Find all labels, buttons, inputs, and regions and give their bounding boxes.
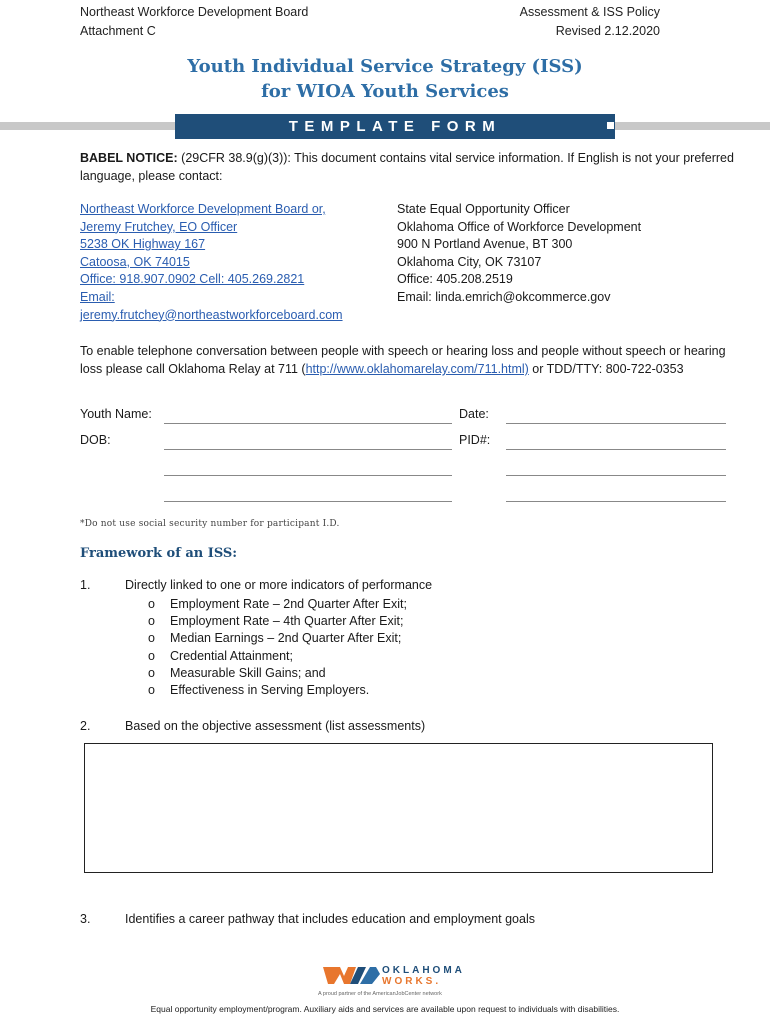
- dob-label: DOB:: [80, 433, 111, 447]
- ssn-note: *Do not use social security number for participant I.D.: [80, 519, 340, 529]
- header-policy: Assessment & ISS Policy: [519, 5, 660, 19]
- contact-left-line[interactable]: Office: 918.907.0902 Cell: 405.269.2821: [80, 272, 305, 287]
- pid-label: PID#:: [459, 433, 491, 447]
- list-item: [148, 630, 407, 647]
- babel-text: (29CFR 38.9(g)(3)): This document contains vital service information. If English is not your preferred language, please contact:: [80, 151, 734, 183]
- contact-left-line[interactable]: Jeremy Frutchey, EO Officer: [80, 219, 238, 234]
- contact-left-line[interactable]: Email:: [80, 289, 115, 304]
- youth-name-label: Youth Name:: [80, 407, 152, 421]
- bullet: o: [148, 683, 155, 698]
- contact-right: [397, 201, 641, 307]
- header-right: [520, 3, 660, 41]
- contact-left: [80, 201, 343, 324]
- bullet: o: [148, 597, 155, 611]
- pid-field[interactable]: [506, 449, 726, 450]
- contact-right-line: Oklahoma Office of Workforce Development: [397, 219, 642, 234]
- list-item: [148, 648, 407, 665]
- list-item: [148, 682, 407, 699]
- bullet: o: [148, 631, 155, 646]
- date-field[interactable]: [506, 423, 726, 424]
- header-left: [80, 3, 308, 41]
- list-item-text: Credential Attainment;: [170, 648, 293, 663]
- list-item-text: Employment Rate – 4th Quarter After Exit;: [170, 614, 404, 629]
- item-number: 1.: [80, 578, 91, 592]
- list-item-text: Employment Rate – 2nd Quarter After Exit;: [170, 597, 407, 611]
- contact-right-line: Oklahoma City, OK 73107: [397, 254, 542, 269]
- list-item: [148, 596, 407, 613]
- header-attachment: Attachment C: [80, 24, 156, 38]
- framework-heading: Framework of an ISS:: [80, 546, 238, 561]
- blank-field[interactable]: [164, 475, 452, 476]
- contact-left-line[interactable]: 5238 OK Highway 167: [80, 237, 206, 252]
- contact-right-line: Office: 405.208.2519: [397, 272, 513, 287]
- page-subtitle: for WIOA Youth Services: [261, 81, 509, 102]
- indicator-list: [148, 596, 407, 699]
- contact-left-line[interactable]: Northeast Workforce Development Board or,: [80, 202, 326, 216]
- list-item: [148, 613, 407, 630]
- assessments-textbox[interactable]: [84, 743, 713, 873]
- relay-link[interactable]: http://www.oklahomarelay.com/711.html): [305, 362, 529, 376]
- list-item: [148, 665, 407, 682]
- item-number: 3.: [80, 912, 91, 926]
- logo-wordmark: [382, 965, 465, 987]
- bullet: o: [148, 648, 155, 663]
- page-title: Youth Individual Service Strategy (ISS): [187, 56, 583, 77]
- header-org: Northeast Workforce Development Board: [80, 5, 309, 19]
- list-item-text: Measurable Skill Gains; and: [170, 665, 326, 680]
- bullet: o: [148, 665, 155, 680]
- date-label: Date:: [459, 407, 489, 421]
- contact-right-line: Email: linda.emrich@okcommerce.gov: [397, 289, 611, 304]
- relay-notice: [80, 342, 745, 378]
- header-revised: Revised 2.12.2020: [555, 24, 660, 38]
- logo-tagline: A proud partner of the AmericanJobCenter network: [318, 991, 442, 997]
- contact-right-line: 900 N Portland Avenue, BT 300: [397, 237, 573, 252]
- logo-line1: OKLAHOMA: [382, 965, 465, 976]
- item-text: Directly linked to one or more indicators of performance: [125, 578, 433, 592]
- babel-notice: [80, 149, 745, 185]
- list-item-text: Median Earnings – 2nd Quarter After Exit;: [170, 631, 402, 646]
- contact-left-email-link[interactable]: jeremy.frutchey@northeastworkforceboard.com: [80, 307, 343, 322]
- contact-left-line[interactable]: Catoosa, OK 74015: [80, 254, 190, 269]
- banner-square-icon: [607, 122, 614, 129]
- item-number: 2.: [80, 719, 91, 733]
- footer-notice: Equal opportunity employment/program. Auxiliary aids and services are available upon request to individuals with disabilities.: [150, 1004, 620, 1014]
- item-text: Based on the objective assessment (list assessments): [125, 719, 426, 733]
- template-form-banner: TEMPLATE FORM: [175, 114, 615, 139]
- youth-name-field[interactable]: [164, 423, 452, 424]
- relay-tdd: or TDD/TTY: 800-722-0353: [528, 362, 684, 376]
- dob-field[interactable]: [164, 449, 452, 450]
- babel-label: BABEL NOTICE:: [80, 151, 178, 165]
- bullet: o: [148, 614, 155, 629]
- blank-field[interactable]: [164, 501, 452, 502]
- contact-right-line: State Equal Opportunity Officer: [397, 202, 570, 216]
- logo-line2: WORKS.: [382, 976, 442, 987]
- relay-text: To enable telephone conversation between people with speech or hearing loss and people without speech or hearing loss please call Oklahoma Relay at 711 (: [80, 344, 726, 376]
- list-item-text: Effectiveness in Serving Employers.: [170, 683, 370, 698]
- item-text: Identifies a career pathway that includes education and employment goals: [125, 912, 535, 926]
- blank-field[interactable]: [506, 501, 726, 502]
- blank-field[interactable]: [506, 475, 726, 476]
